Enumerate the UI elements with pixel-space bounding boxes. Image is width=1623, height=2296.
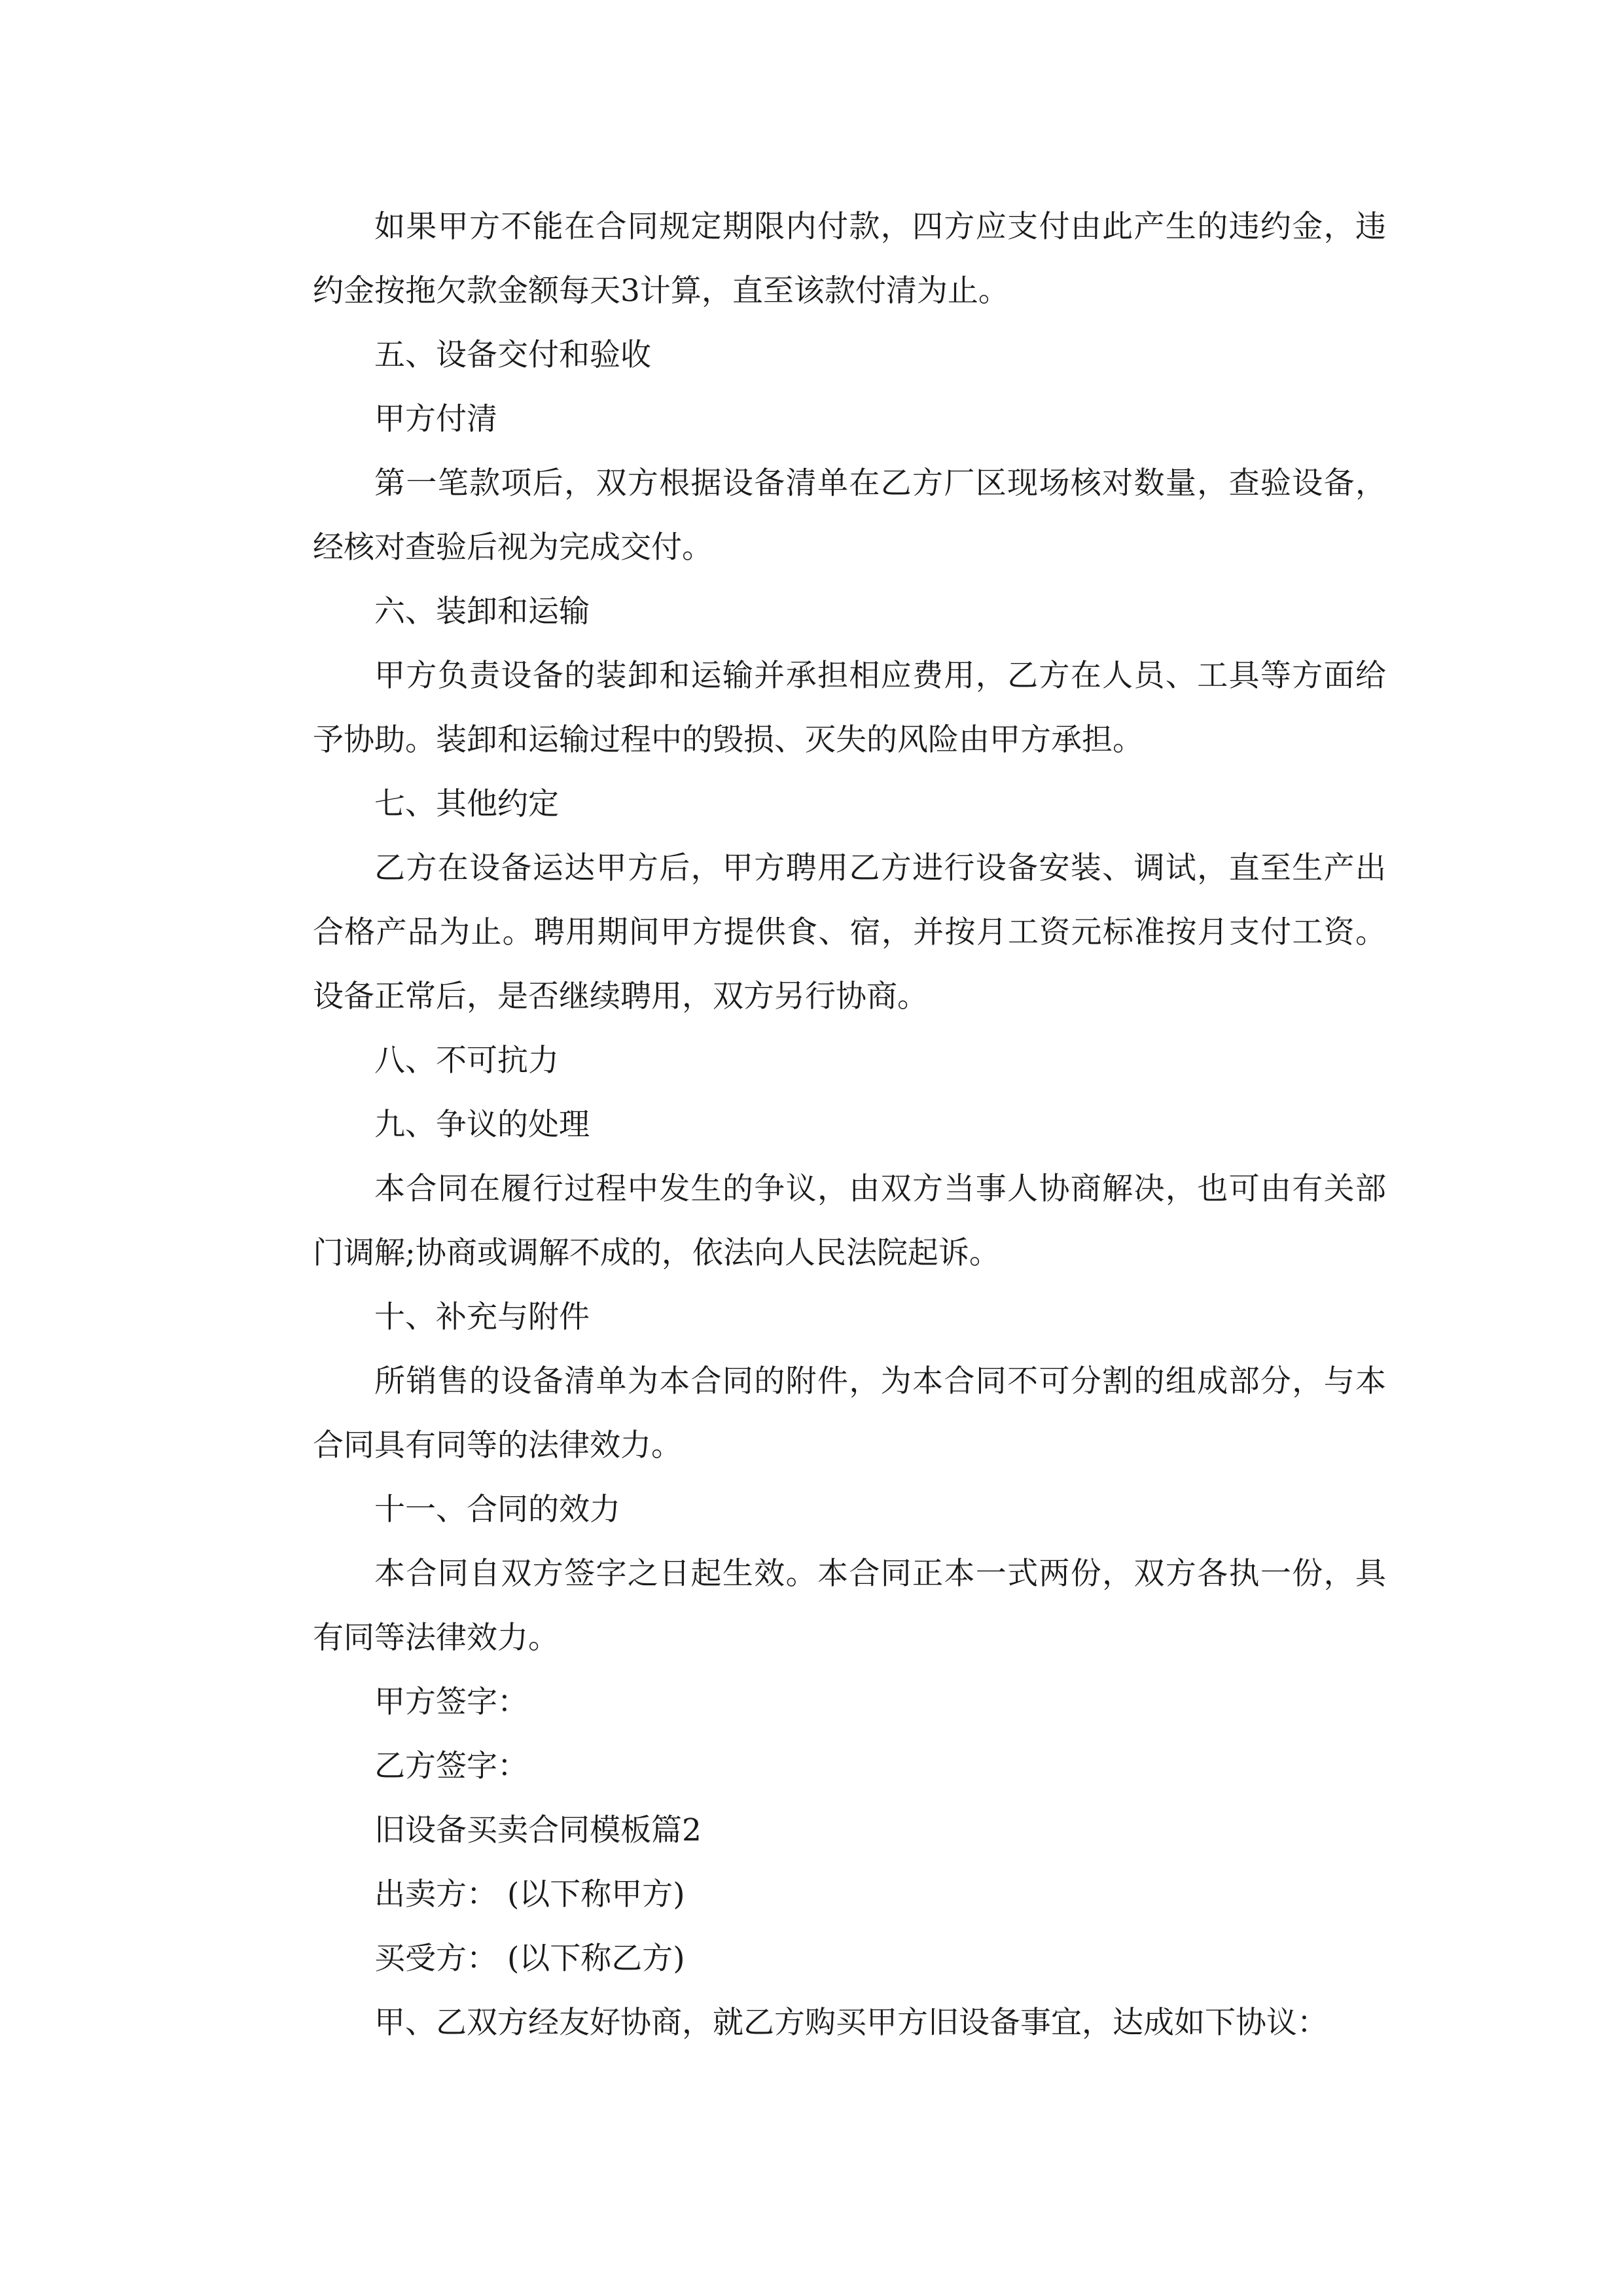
section-heading-delivery: 五、设备交付和验收 (374, 337, 651, 373)
section-heading-transport: 六、装卸和运输 (374, 594, 590, 630)
paragraph-agreement-intro: 甲、乙双方经友好协商，就乙方购买甲方旧设备事宜，达成如下协议： (374, 2005, 1328, 2041)
signature-party-a: 甲方签字： (374, 1684, 528, 1720)
paragraph-transport: 甲方负责设备的装卸和运输并承担相应费用，乙方在人员、工具等方面给予协助。装卸和运输过程中的毁损、灭失的风险由甲方承担。 (313, 658, 1386, 758)
buyer-line: 买受方： (以下称乙方) (374, 1941, 685, 1977)
paragraph-attachments: 所销售的设备清单为本合同的附件，为本合同不可分割的组成部分，与本合同具有同等的法律效力。 (313, 1363, 1386, 1463)
section-heading-other: 七、其他约定 (374, 786, 559, 822)
paragraph-late-payment: 如果甲方不能在合同规定期限内付款，四方应支付由此产生的违约金，违约金按拖欠款金额每天3计算，直至该款付清为止。 (313, 209, 1386, 309)
seller-line: 出卖方： (以下称甲方) (374, 1876, 685, 1912)
document-body (313, 195, 1386, 2055)
signature-party-b: 乙方签字： (374, 1748, 528, 1784)
section-heading-force-majeure: 八、不可抗力 (374, 1043, 559, 1079)
paragraph-payment-complete: 甲方付清 (374, 401, 497, 437)
section-heading-attachments: 十、补充与附件 (374, 1299, 590, 1335)
template-title: 旧设备买卖合同模板篇2 (374, 1812, 702, 1848)
paragraph-dispute: 本合同在履行过程中发生的争议，由双方当事人协商解决，也可由有关部门调解;协商或调解不成的，依法向人民法院起诉。 (313, 1171, 1386, 1271)
paragraph-effect: 本合同自双方签字之日起生效。本合同正本一式两份，双方各执一份，具有同等法律效力。 (313, 1556, 1386, 1656)
paragraph-other: 乙方在设备运达甲方后，甲方聘用乙方进行设备安装、调试，直至生产出合格产品为止。聘用期间甲方提供食、宿，并按月工资元标准按月支付工资。设备正常后，是否继续聘用，双方另行协商。 (313, 850, 1386, 1014)
section-heading-dispute: 九、争议的处理 (374, 1107, 590, 1143)
paragraph-delivery-check: 第一笔款项后，双方根据设备清单在乙方厂区现场核对数量，查验设备，经核对查验后视为完成交付。 (313, 465, 1386, 565)
section-heading-effect: 十一、合同的效力 (374, 1492, 620, 1528)
